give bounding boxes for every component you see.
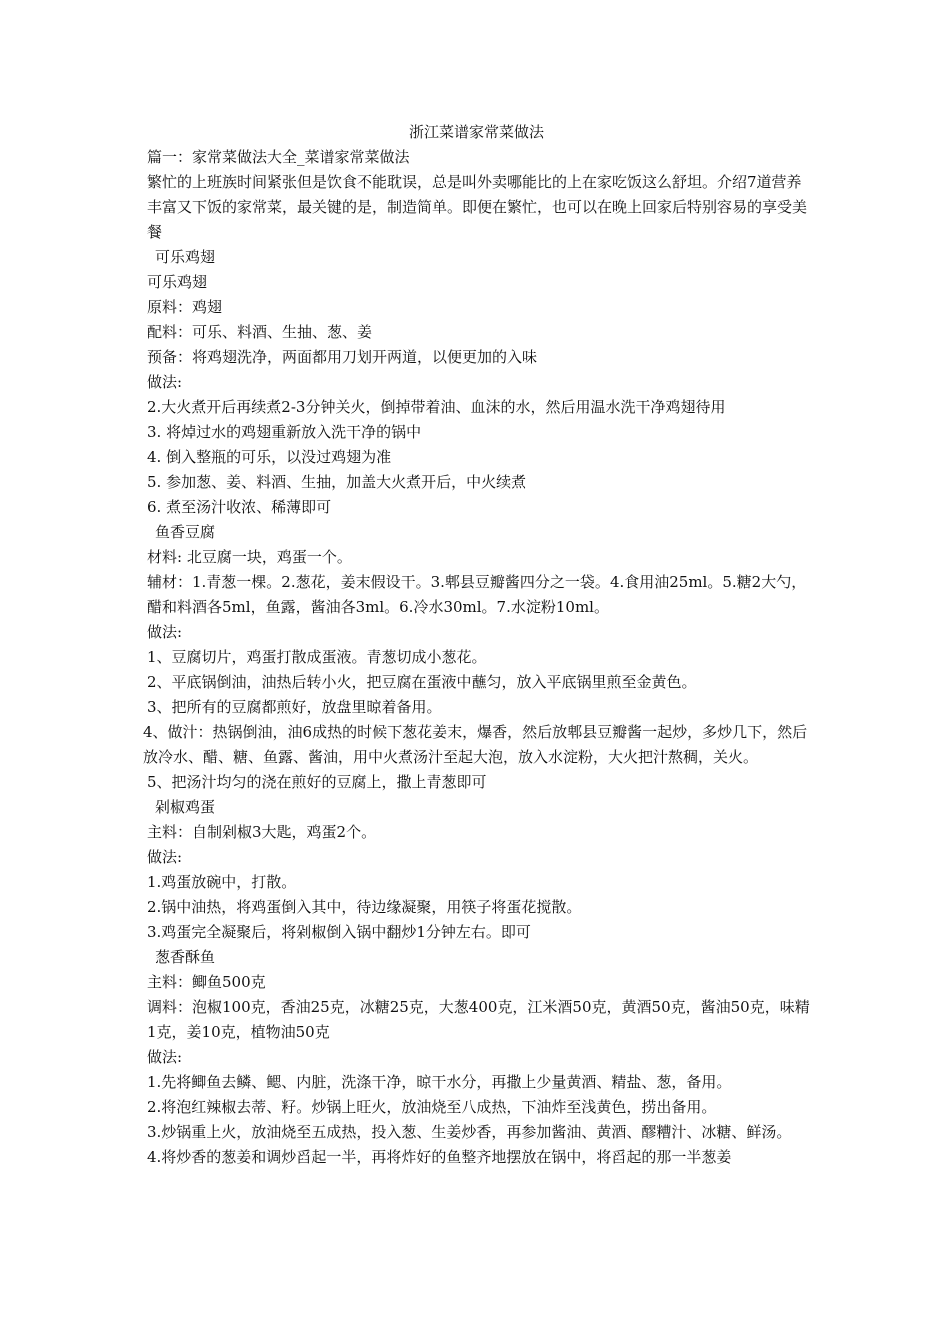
document-paragraph: 繁忙的上班族时间紧张但是饮食不能耽误，总是叫外卖哪能比的上在家吃饭这么舒坦。介绍7道营养丰富又下饭的家常菜，最关键的是，制造简单。即便在繁忙，也可以在晚上回家后特别容易的享受美餐 <box>147 173 808 241</box>
document-paragraph: 1.鸡蛋放碗中，打散。 <box>147 873 297 891</box>
document-paragraph: 做法: <box>147 623 183 641</box>
document-paragraph: 葱香酥鱼 <box>155 948 216 966</box>
document-paragraph: 辅材：1.青葱一棵。2.葱花，姜末假设干。3.郫县豆瓣酱四分之一袋。4.食用油25ml。5.糖2大勺，醋和料酒各5ml，鱼露，酱油各3ml。6.冷水30ml。7.水淀粉10ml。 <box>147 573 807 616</box>
document-paragraph: 预备：将鸡翅洗净，两面都用刀划开两道，以便更加的入味 <box>147 348 538 366</box>
document-paragraph: 主料：自制剁椒3大匙，鸡蛋2个。 <box>147 823 377 841</box>
document-paragraph: 3. 将焯过水的鸡翅重新放入洗干净的锅中 <box>147 423 422 441</box>
document-paragraph: 5. 参加葱、姜、料酒、生抽，加盖大火煮开后，中火续煮 <box>147 473 527 491</box>
document-paragraph: 做法: <box>147 373 183 391</box>
document-paragraph: 配料：可乐、料酒、生抽、葱、姜 <box>147 323 373 341</box>
document-paragraph: 做法: <box>147 1048 183 1066</box>
document-paragraph: 可乐鸡翅 <box>147 273 208 291</box>
document-paragraph: 4、做汁：热锅倒油，油6成热的时候下葱花姜末，爆香，然后放郫县豆瓣酱一起炒，多炒几下，然后放冷水、醋、糖、鱼露、酱油，用中火煮汤汁至起大泡，放入水淀粉，大火把汁熬稠，关火。 <box>143 723 808 766</box>
document-paragraph: 材料: 北豆腐一块，鸡蛋一个。 <box>147 548 352 566</box>
document-paragraph: 剁椒鸡蛋 <box>155 798 216 816</box>
document-paragraph: 2.大火煮开后再续煮2-3分钟关火，倒掉带着油、血沫的水，然后用温水洗干净鸡翅待用 <box>147 398 726 416</box>
document-paragraph: 3.鸡蛋完全凝聚后，将剁椒倒入锅中翻炒1分钟左右。即可 <box>147 923 531 941</box>
document-paragraph: 原料：鸡翅 <box>147 298 223 316</box>
document-title: 浙江菜谱家常菜做法 <box>408 123 544 141</box>
document-paragraph: 调料：泡椒100克，香油25克，冰糖25克，大葱400克，江米酒50克，黄酒50克，酱油50克，味精1克，姜10克，植物油50克 <box>147 998 810 1041</box>
document-body <box>143 145 810 1170</box>
document-paragraph: 3.炒锅重上火，放油烧至五成热，投入葱、生姜炒香，再参加酱油、黄酒、醪糟汁、冰糖、鲜汤。 <box>147 1123 792 1141</box>
document-paragraph: 6. 煮至汤汁收浓、稀薄即可 <box>147 498 332 516</box>
document-paragraph: 做法: <box>147 848 183 866</box>
document-paragraph: 1、豆腐切片，鸡蛋打散成蛋液。青葱切成小葱花。 <box>147 648 487 666</box>
document-page <box>143 120 810 1170</box>
document-paragraph: 主料：鲫鱼500克 <box>147 973 266 991</box>
document-paragraph: 5、把汤汁均匀的浇在煎好的豆腐上，撒上青葱即可 <box>147 773 487 791</box>
document-paragraph: 4. 倒入整瓶的可乐，以没过鸡翅为准 <box>147 448 392 466</box>
document-paragraph: 2.锅中油热，将鸡蛋倒入其中，待边缘凝聚，用筷子将蛋花搅散。 <box>147 898 582 916</box>
document-paragraph: 2、平底锅倒油，油热后转小火，把豆腐在蛋液中蘸匀，放入平底锅里煎至金黄色。 <box>147 673 697 691</box>
document-paragraph: 可乐鸡翅 <box>155 248 216 266</box>
document-paragraph: 3、把所有的豆腐都煎好，放盘里晾着备用。 <box>147 698 442 716</box>
document-paragraph: 鱼香豆腐 <box>155 523 216 541</box>
document-paragraph: 篇一：家常菜做法大全_菜谱家常菜做法 <box>147 148 410 166</box>
document-paragraph: 2.将泡红辣椒去蒂、籽。炒锅上旺火，放油烧至八成热，下油炸至浅黄色，捞出备用。 <box>147 1098 717 1116</box>
document-paragraph: 1.先将鲫鱼去鳞、鳃、内脏，洗涤干净，晾干水分，再撒上少量黄酒、精盐、葱，备用。 <box>147 1073 732 1091</box>
document-paragraph: 4.将炒香的葱姜和调炒舀起一半，再将炸好的鱼整齐地摆放在锅中，将舀起的那一半葱姜 <box>147 1148 732 1166</box>
